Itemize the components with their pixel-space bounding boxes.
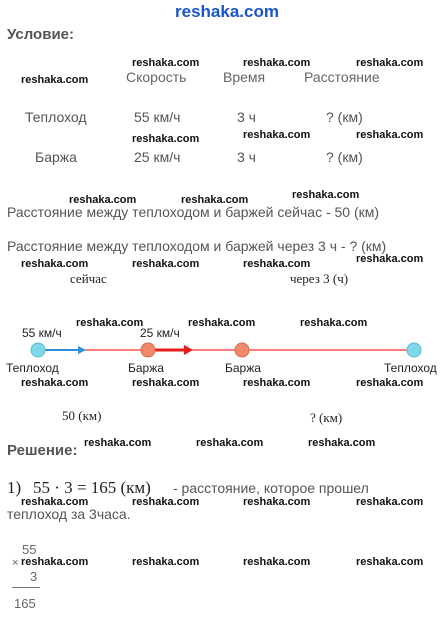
watermark: reshaka.com: [84, 437, 152, 449]
header-time: Время: [223, 69, 266, 85]
label-later: через 3 (ч): [290, 271, 349, 286]
step1-number: 1): [7, 478, 22, 497]
watermark: reshaka.com: [356, 57, 424, 69]
watermark: reshaka.com: [356, 496, 424, 508]
row-ship-speed: 55 км/ч: [134, 109, 181, 125]
column-top: 55: [22, 542, 37, 557]
motion-diagram: [0, 334, 446, 368]
watermark: reshaka.com: [243, 57, 311, 69]
barge-end-dot: [235, 343, 249, 357]
row-barge-distance: ? (км): [326, 149, 363, 165]
column-result: 165: [14, 596, 36, 611]
watermark: reshaka.com: [76, 317, 144, 329]
watermark: reshaka.com: [181, 194, 249, 206]
condition-heading: Условие:: [7, 26, 75, 43]
watermark: reshaka.com: [243, 496, 311, 508]
watermark: reshaka.com: [21, 377, 89, 389]
watermark: reshaka.com: [196, 437, 264, 449]
label-ship-speed: 55 км/ч: [22, 326, 62, 340]
watermark: reshaka.com: [21, 556, 89, 568]
row-barge-name: Баржа: [35, 149, 77, 165]
label-ship-left: Теплоход: [6, 361, 59, 375]
label-now: сейчас: [70, 271, 107, 286]
column-operator: ×: [12, 557, 19, 569]
dist-later: ? (км): [310, 410, 343, 425]
watermark: reshaka.com: [243, 258, 311, 270]
watermark: reshaka.com: [243, 129, 311, 141]
statement-now: Расстояние между теплоходом и баржей сейчас - 50 (км): [7, 204, 380, 220]
watermark: reshaka.com: [292, 189, 360, 201]
watermark: reshaka.com: [132, 133, 200, 145]
watermark: reshaka.com: [356, 377, 424, 389]
watermark: reshaka.com: [132, 496, 200, 508]
step1-text-b: теплоход за 3часа.: [7, 506, 131, 522]
label-ship-right: Теплоход: [384, 361, 437, 375]
ship-start-dot: [31, 343, 45, 357]
watermark: reshaka.com: [308, 437, 376, 449]
watermark: reshaka.com: [132, 556, 200, 568]
watermark: reshaka.com: [21, 258, 89, 270]
header-distance: Расстояние: [304, 69, 380, 85]
row-ship-name: Теплоход: [25, 109, 87, 125]
label-barge-2: Баржа: [225, 361, 261, 375]
watermark: reshaka.com: [356, 556, 424, 568]
watermark: reshaka.com: [243, 377, 311, 389]
row-ship-distance: ? (км): [326, 109, 363, 125]
watermark: reshaka.com: [356, 129, 424, 141]
label-barge-speed: 25 км/ч: [140, 326, 180, 340]
dist-now: 50 (км): [62, 408, 102, 423]
watermark: reshaka.com: [243, 556, 311, 568]
watermark: reshaka.com: [356, 253, 424, 265]
column-bottom: 3: [30, 569, 38, 584]
statement-later: Расстояние между теплоходом и баржей через 3 ч - ? (км): [7, 238, 387, 254]
watermark: reshaka.com: [188, 317, 256, 329]
step1-expression: 55 · 3 = 165 (км): [33, 478, 151, 497]
watermark: reshaka.com: [132, 258, 200, 270]
watermark: reshaka.com: [21, 74, 89, 86]
watermark: reshaka.com: [300, 317, 368, 329]
step1-text-a: - расстояние, которое прошел: [173, 480, 369, 496]
ship-arrowhead: [78, 346, 86, 354]
watermark: reshaka.com: [69, 194, 137, 206]
watermark: reshaka.com: [132, 377, 200, 389]
site-watermark: reshaka.com: [175, 2, 279, 21]
watermark: reshaka.com: [132, 57, 200, 69]
watermark: reshaka.com: [21, 496, 89, 508]
label-barge-1: Баржа: [128, 361, 164, 375]
barge-start-dot: [141, 343, 155, 357]
row-barge-speed: 25 км/ч: [134, 149, 181, 165]
barge-arrowhead: [184, 345, 193, 355]
row-barge-time: 3 ч: [237, 149, 256, 165]
ship-end-dot: [407, 343, 421, 357]
row-ship-time: 3 ч: [237, 109, 256, 125]
column-divider: [12, 587, 40, 588]
header-speed: Скорость: [126, 69, 187, 85]
solution-heading: Решение:: [7, 442, 78, 459]
